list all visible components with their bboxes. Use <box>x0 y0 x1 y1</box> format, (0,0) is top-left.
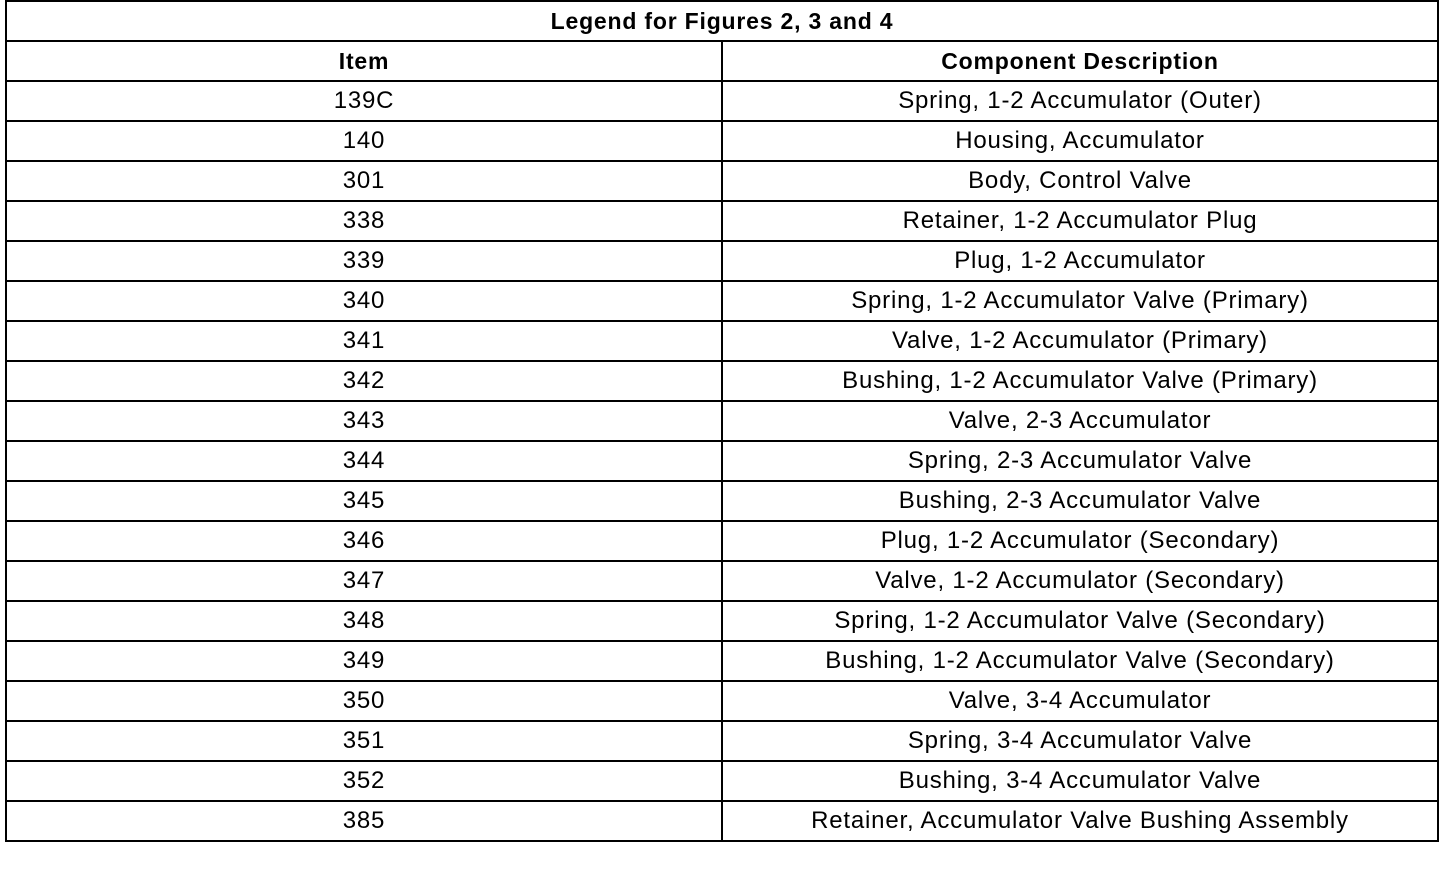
component-description-cell: Body, Control Valve <box>722 161 1438 201</box>
table-header <box>6 1 1438 81</box>
component-description-cell: Valve, 3-4 Accumulator <box>722 681 1438 721</box>
column-header-item: Item <box>6 41 722 81</box>
component-description-cell: Plug, 1-2 Accumulator (Secondary) <box>722 521 1438 561</box>
table-row <box>6 481 1438 521</box>
item-number-cell: 340 <box>6 281 722 321</box>
item-number-cell: 345 <box>6 481 722 521</box>
column-header-row <box>6 41 1438 81</box>
component-description-cell: Housing, Accumulator <box>722 121 1438 161</box>
item-number-cell: 342 <box>6 361 722 401</box>
table-row <box>6 561 1438 601</box>
item-number-cell: 338 <box>6 201 722 241</box>
item-number-cell: 349 <box>6 641 722 681</box>
component-description-cell: Spring, 1-2 Accumulator (Outer) <box>722 81 1438 121</box>
table-row <box>6 321 1438 361</box>
component-description-cell: Retainer, 1-2 Accumulator Plug <box>722 201 1438 241</box>
component-description-cell: Valve, 1-2 Accumulator (Secondary) <box>722 561 1438 601</box>
column-header-description: Component Description <box>722 41 1438 81</box>
table-row <box>6 201 1438 241</box>
component-description-cell: Spring, 2-3 Accumulator Valve <box>722 441 1438 481</box>
table-row <box>6 281 1438 321</box>
component-description-cell: Spring, 1-2 Accumulator Valve (Secondary) <box>722 601 1438 641</box>
item-number-cell: 344 <box>6 441 722 481</box>
item-number-cell: 339 <box>6 241 722 281</box>
component-description-cell: Bushing, 1-2 Accumulator Valve (Primary) <box>722 361 1438 401</box>
table-row <box>6 121 1438 161</box>
component-description-cell: Plug, 1-2 Accumulator <box>722 241 1438 281</box>
table-row <box>6 361 1438 401</box>
table-row <box>6 161 1438 201</box>
table-row <box>6 801 1438 841</box>
item-number-cell: 348 <box>6 601 722 641</box>
table-body <box>6 81 1438 841</box>
item-number-cell: 341 <box>6 321 722 361</box>
table-title-row <box>6 1 1438 41</box>
item-number-cell: 385 <box>6 801 722 841</box>
item-number-cell: 301 <box>6 161 722 201</box>
item-number-cell: 343 <box>6 401 722 441</box>
component-description-cell: Valve, 2-3 Accumulator <box>722 401 1438 441</box>
table-row <box>6 601 1438 641</box>
table-row <box>6 721 1438 761</box>
item-number-cell: 347 <box>6 561 722 601</box>
component-description-cell: Bushing, 2-3 Accumulator Valve <box>722 481 1438 521</box>
item-number-cell: 352 <box>6 761 722 801</box>
item-number-cell: 350 <box>6 681 722 721</box>
component-description-cell: Bushing, 3-4 Accumulator Valve <box>722 761 1438 801</box>
table-row <box>6 641 1438 681</box>
component-description-cell: Spring, 1-2 Accumulator Valve (Primary) <box>722 281 1438 321</box>
table-title: Legend for Figures 2, 3 and 4 <box>6 1 1438 41</box>
table-row <box>6 441 1438 481</box>
legend-table <box>5 0 1439 842</box>
component-description-cell: Valve, 1-2 Accumulator (Primary) <box>722 321 1438 361</box>
table-row <box>6 761 1438 801</box>
item-number-cell: 346 <box>6 521 722 561</box>
component-description-cell: Spring, 3-4 Accumulator Valve <box>722 721 1438 761</box>
table-row <box>6 401 1438 441</box>
table-row <box>6 81 1438 121</box>
table-row <box>6 241 1438 281</box>
item-number-cell: 140 <box>6 121 722 161</box>
table-row <box>6 681 1438 721</box>
item-number-cell: 351 <box>6 721 722 761</box>
table-row <box>6 521 1438 561</box>
component-description-cell: Bushing, 1-2 Accumulator Valve (Secondary) <box>722 641 1438 681</box>
component-description-cell: Retainer, Accumulator Valve Bushing Assembly <box>722 801 1438 841</box>
item-number-cell: 139C <box>6 81 722 121</box>
